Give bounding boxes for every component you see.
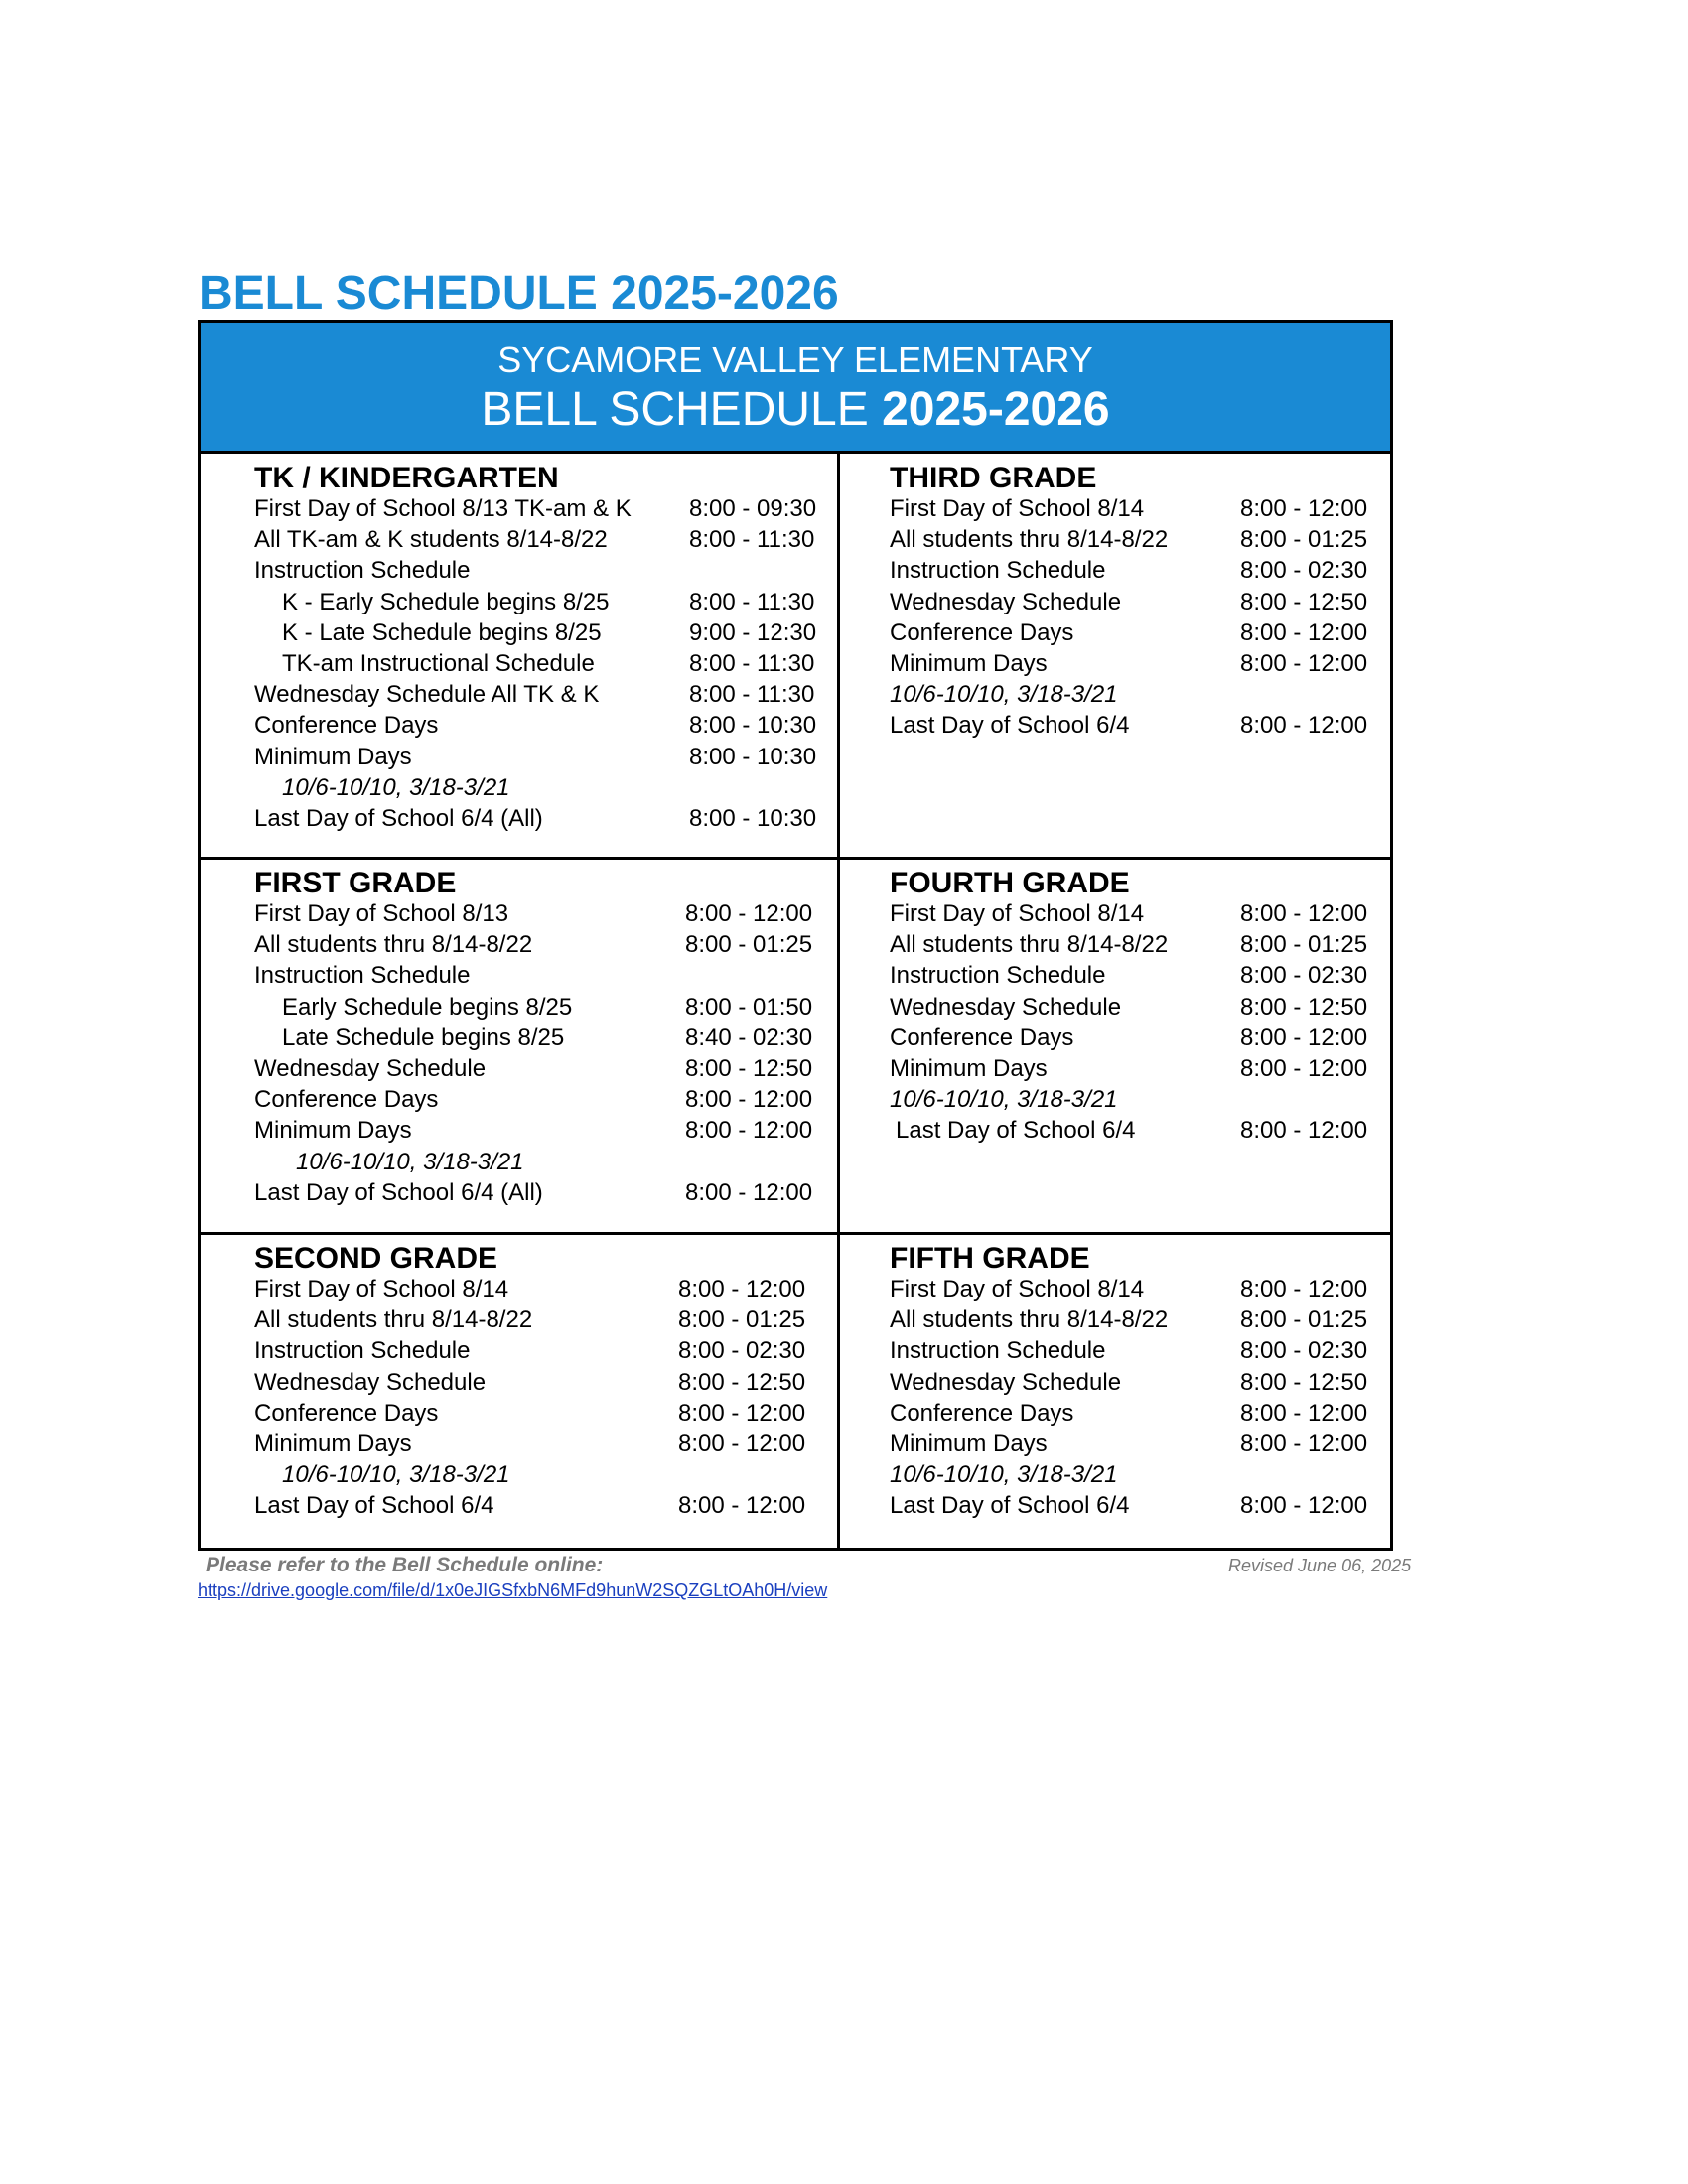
row-label: First Day of School 8/13 TK-am & K	[254, 495, 632, 522]
row-label: Instruction Schedule	[890, 962, 1106, 990]
schedule-row	[890, 1117, 1386, 1148]
row-time: 8:00 - 12:00	[685, 1117, 813, 1145]
row-time: 8:00 - 11:30	[689, 588, 815, 615]
schedule-row	[890, 1400, 1386, 1431]
revised-date: Revised June 06, 2025	[1228, 1556, 1412, 1575]
row-time: 8:00 - 12:00	[678, 1431, 806, 1457]
row-label: Late Schedule begins 8/25	[282, 1024, 565, 1051]
row-label: Early Schedule begins 8/25	[282, 993, 573, 1021]
row-time: 8:40 - 02:30	[685, 1024, 813, 1051]
schedule-row	[254, 931, 820, 962]
row-divider	[201, 1232, 1390, 1235]
schedule-row	[254, 1369, 820, 1400]
row-label: All students thru 8/14-8/22	[890, 931, 1169, 959]
schedule-row	[890, 557, 1386, 588]
row-time: 8:00 - 11:30	[689, 650, 815, 677]
row-label: K - Late Schedule begins 8/25	[282, 618, 602, 646]
schedule-row	[254, 994, 820, 1024]
row-label: TK-am Instructional Schedule	[282, 650, 595, 677]
column-divider	[837, 451, 840, 1548]
schedule-row	[254, 1086, 820, 1117]
row-time: 8:00 - 12:50	[685, 1055, 813, 1082]
row-label: Conference Days	[890, 1024, 1074, 1051]
row-label: Minimum Days	[254, 1431, 412, 1457]
schedule-row	[890, 1337, 1386, 1368]
section-title: FIRST GRADE	[254, 867, 457, 899]
row-time: 8:00 - 12:00	[1240, 1399, 1368, 1427]
row-label: Last Day of School 6/4	[890, 1492, 1130, 1520]
row-label: All students thru 8/14-8/22	[254, 931, 533, 959]
row-label: Minimum Days	[254, 1117, 412, 1145]
schedule-row	[254, 557, 820, 588]
row-time: 8:00 - 12:50	[678, 1368, 806, 1396]
schedule-row	[890, 1369, 1386, 1400]
row-label: All students thru 8/14-8/22	[254, 1306, 533, 1334]
row-label: Last Day of School 6/4	[890, 712, 1130, 740]
row-time: 8:00 - 12:00	[1240, 1055, 1368, 1082]
schedule-row	[254, 1179, 820, 1210]
row-time: 8:00 - 12:00	[1240, 495, 1368, 522]
row-time: 8:00 - 10:30	[689, 712, 817, 740]
row-time: 8:00 - 12:00	[1240, 650, 1368, 677]
row-time: 8:00 - 12:00	[685, 1178, 813, 1206]
row-time: 8:00 - 02:30	[1240, 557, 1368, 585]
row-time: 8:00 - 12:00	[1240, 618, 1368, 646]
schedule-row	[890, 681, 1386, 712]
row-time: 8:00 - 10:30	[689, 743, 817, 770]
row-label: Wednesday Schedule	[890, 993, 1122, 1021]
section-fifth-grade	[890, 1242, 1386, 1540]
schedule-banner	[201, 323, 1390, 454]
schedule-row	[254, 619, 820, 650]
schedule-row	[890, 1055, 1386, 1086]
row-label: Conference Days	[254, 712, 439, 740]
schedule-row	[890, 1024, 1386, 1055]
row-time: 9:00 - 12:30	[689, 618, 817, 646]
row-time: 8:00 - 02:30	[1240, 1337, 1368, 1365]
row-time: 8:00 - 12:00	[1240, 900, 1368, 927]
row-label: K - Early Schedule begins 8/25	[282, 588, 610, 615]
schedule-row	[890, 619, 1386, 650]
row-label: Last Day of School 6/4	[896, 1117, 1136, 1145]
row-label: First Day of School 8/14	[890, 495, 1145, 522]
banner-subtitle-year: 2025-2026	[882, 383, 1110, 436]
row-time: 8:00 - 12:50	[1240, 588, 1368, 615]
schedule-row	[254, 495, 820, 526]
row-label: Minimum Days	[890, 650, 1048, 677]
section-title: SECOND GRADE	[254, 1242, 498, 1275]
schedule-row	[254, 962, 820, 993]
schedule-row	[254, 900, 820, 931]
row-label: Conference Days	[890, 618, 1074, 646]
schedule-row	[890, 1276, 1386, 1306]
row-label: First Day of School 8/14	[890, 900, 1145, 927]
row-time: 8:00 - 12:00	[1240, 1117, 1368, 1145]
row-time: 8:00 - 01:25	[1240, 1306, 1368, 1334]
schedule-row	[254, 805, 820, 836]
row-label: First Day of School 8/14	[254, 1276, 509, 1302]
row-label: Minimum Days	[254, 743, 412, 770]
schedule-row	[254, 650, 820, 681]
section-first-grade	[254, 867, 820, 1224]
row-label: Instruction Schedule	[254, 962, 471, 990]
section-tk-kindergarten	[254, 462, 820, 849]
row-label: All TK-am & K students 8/14-8/22	[254, 526, 608, 554]
schedule-row	[890, 1086, 1386, 1117]
row-label: Minimum Days	[890, 1431, 1048, 1457]
row-divider	[201, 857, 1390, 860]
schedule-row	[254, 1461, 820, 1492]
schedule-row	[254, 1149, 820, 1179]
page-title: BELL SCHEDULE 2025-2026	[199, 267, 839, 320]
schedule-row	[890, 994, 1386, 1024]
row-time: 8:00 - 01:25	[685, 931, 813, 959]
schedule-row	[890, 962, 1386, 993]
row-time: 8:00 - 12:00	[1240, 1492, 1368, 1520]
row-label: 10/6-10/10, 3/18-3/21	[890, 1086, 1118, 1114]
section-title: THIRD GRADE	[890, 462, 1097, 494]
row-time: 8:00 - 12:00	[1240, 1024, 1368, 1051]
row-time: 8:00 - 12:00	[1240, 1276, 1368, 1302]
row-label: Minimum Days	[890, 1055, 1048, 1082]
schedule-row	[254, 589, 820, 619]
row-label: All students thru 8/14-8/22	[890, 526, 1169, 554]
row-label: Wednesday Schedule All TK & K	[254, 681, 600, 709]
row-label: Wednesday Schedule	[254, 1055, 487, 1082]
school-name: SYCAMORE VALLEY ELEMENTARY	[497, 340, 1093, 380]
row-time: 8:00 - 01:50	[685, 993, 813, 1021]
schedule-row	[254, 1055, 820, 1086]
row-label: 10/6-10/10, 3/18-3/21	[282, 773, 510, 801]
schedule-row	[254, 1306, 820, 1337]
row-label: Instruction Schedule	[890, 557, 1106, 585]
row-time: 8:00 - 12:00	[1240, 712, 1368, 740]
schedule-row	[890, 1492, 1386, 1523]
schedule-row	[890, 900, 1386, 931]
row-label: Wednesday Schedule	[254, 1368, 487, 1396]
row-time: 8:00 - 12:50	[1240, 993, 1368, 1021]
row-label: 10/6-10/10, 3/18-3/21	[890, 1461, 1118, 1489]
row-label: Conference Days	[254, 1399, 439, 1427]
row-time: 8:00 - 11:30	[689, 681, 815, 709]
schedule-row	[254, 526, 820, 557]
schedule-row	[890, 931, 1386, 962]
row-time: 8:00 - 09:30	[689, 495, 817, 522]
schedule-row	[890, 1306, 1386, 1337]
row-label: Last Day of School 6/4 (All)	[254, 1178, 543, 1206]
section-title: FIFTH GRADE	[890, 1242, 1090, 1275]
row-time: 8:00 - 12:00	[678, 1276, 806, 1302]
schedule-row	[890, 526, 1386, 557]
row-label: 10/6-10/10, 3/18-3/21	[890, 681, 1118, 709]
schedule-row	[254, 774, 820, 805]
schedule-row	[254, 1276, 820, 1306]
row-time: 8:00 - 02:30	[678, 1337, 806, 1365]
schedule-row	[254, 1337, 820, 1368]
schedule-row	[254, 1400, 820, 1431]
row-time: 8:00 - 01:25	[678, 1306, 806, 1334]
schedule-row	[890, 650, 1386, 681]
section-second-grade	[254, 1242, 820, 1540]
footer-note: Please refer to the Bell Schedule online:	[206, 1554, 604, 1576]
schedule-row	[254, 1117, 820, 1148]
schedule-row	[890, 589, 1386, 619]
row-time: 8:00 - 12:00	[685, 1086, 813, 1114]
row-label: 10/6-10/10, 3/18-3/21	[282, 1461, 510, 1489]
row-time: 8:00 - 12:00	[678, 1399, 806, 1427]
row-label: All students thru 8/14-8/22	[890, 1306, 1169, 1334]
schedule-row	[254, 1492, 820, 1523]
row-label: Conference Days	[254, 1086, 439, 1114]
row-label: Wednesday Schedule	[890, 588, 1122, 615]
row-time: 8:00 - 01:25	[1240, 931, 1368, 959]
schedule-row	[890, 1431, 1386, 1461]
row-label: Last Day of School 6/4 (All)	[254, 805, 543, 832]
row-label: Instruction Schedule	[254, 1337, 471, 1365]
row-label: Conference Days	[890, 1399, 1074, 1427]
banner-subtitle-text: BELL SCHEDULE	[481, 383, 883, 436]
section-third-grade	[890, 462, 1386, 849]
schedule-link[interactable]: https://drive.google.com/file/d/1x0eJIGSfxbN6MFd9hunW2SQZGLtOAh0H/view	[198, 1580, 828, 1600]
row-time: 8:00 - 12:00	[678, 1492, 806, 1520]
section-title: FOURTH GRADE	[890, 867, 1130, 899]
row-label: Last Day of School 6/4	[254, 1492, 494, 1520]
row-time: 8:00 - 02:30	[1240, 962, 1368, 990]
schedule-table	[198, 320, 1393, 1551]
row-time: 8:00 - 10:30	[689, 805, 817, 832]
schedule-row	[254, 1024, 820, 1055]
row-time: 8:00 - 12:00	[685, 900, 813, 927]
row-time: 8:00 - 11:30	[689, 526, 815, 554]
row-label: Wednesday Schedule	[890, 1368, 1122, 1396]
row-label: First Day of School 8/13	[254, 900, 509, 927]
schedule-row	[890, 495, 1386, 526]
schedule-row	[254, 1431, 820, 1461]
row-time: 8:00 - 12:50	[1240, 1368, 1368, 1396]
row-label: Instruction Schedule	[890, 1337, 1106, 1365]
row-time: 8:00 - 12:00	[1240, 1431, 1368, 1457]
section-fourth-grade	[890, 867, 1386, 1224]
row-label: 10/6-10/10, 3/18-3/21	[296, 1148, 524, 1175]
schedule-row	[254, 681, 820, 712]
row-label: Instruction Schedule	[254, 557, 471, 585]
row-label: First Day of School 8/14	[890, 1276, 1145, 1302]
schedule-row	[890, 1461, 1386, 1492]
banner-subtitle	[201, 382, 1390, 437]
schedule-row	[254, 744, 820, 774]
section-title: TK / KINDERGARTEN	[254, 462, 559, 494]
schedule-row	[890, 712, 1386, 743]
schedule-row	[254, 712, 820, 743]
row-time: 8:00 - 01:25	[1240, 526, 1368, 554]
